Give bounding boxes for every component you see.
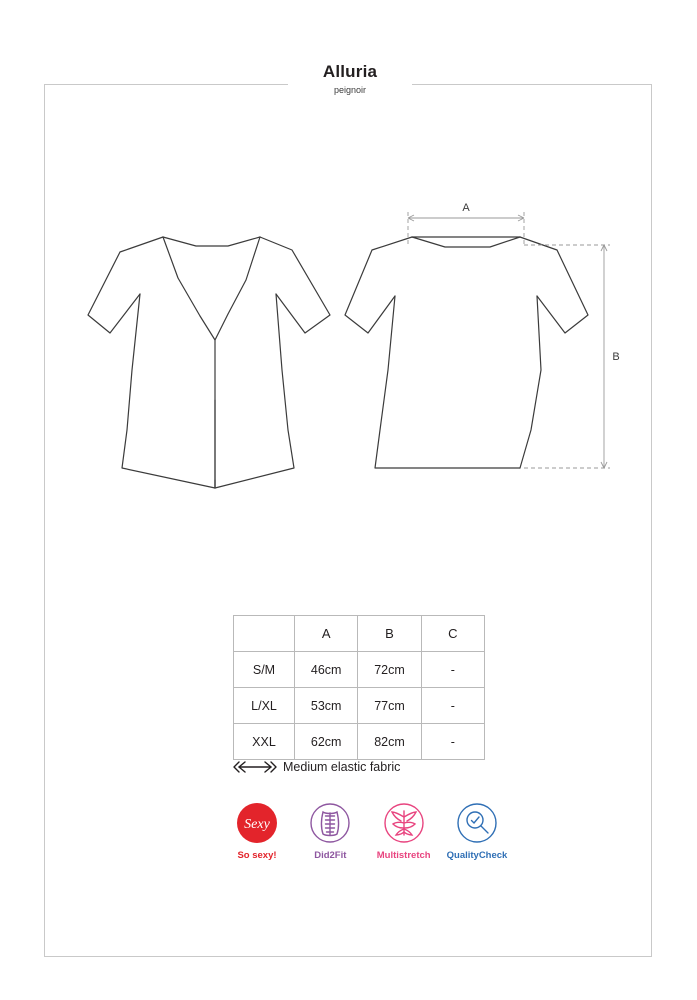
sexy-seal-icon xyxy=(222,800,292,846)
row-value-b: 82cm xyxy=(358,724,421,760)
title-block xyxy=(288,56,412,108)
back-view-drawing xyxy=(345,237,588,468)
table-row xyxy=(234,688,485,724)
badge-label-qualitycheck: QualityCheck xyxy=(446,850,508,861)
table-row xyxy=(234,724,485,760)
magnifier-icon xyxy=(442,800,512,846)
row-value-b: 72cm xyxy=(358,652,421,688)
corset-icon xyxy=(295,800,365,846)
table-header-blank xyxy=(234,616,295,652)
badge-label-multistretch: Multistretch xyxy=(376,850,431,861)
measure-b-label: B xyxy=(612,351,620,363)
technical-drawings xyxy=(0,190,697,510)
stretch-icon xyxy=(369,800,439,846)
elastic-fabric-note xyxy=(233,760,533,774)
badge-label-did2fit: Did2Fit xyxy=(314,850,347,861)
page-title: Alluria xyxy=(322,62,378,81)
measurement-guides xyxy=(408,212,610,468)
badge-multistretch xyxy=(369,800,439,861)
badge-label-so-sexy: So sexy! xyxy=(237,850,277,861)
double-arrow-icon xyxy=(233,760,277,774)
row-size-label: L/XL xyxy=(234,688,295,724)
measure-a-label: A xyxy=(462,202,470,214)
row-value-c: - xyxy=(421,688,484,724)
table-header-a: A xyxy=(295,616,358,652)
product-type: peignoir xyxy=(333,85,367,95)
row-value-a: 46cm xyxy=(295,652,358,688)
size-table xyxy=(233,615,485,760)
row-size-label: XXL xyxy=(234,724,295,760)
badge-did2fit xyxy=(295,800,365,861)
row-size-label: S/M xyxy=(234,652,295,688)
row-value-a: 53cm xyxy=(295,688,358,724)
row-value-c: - xyxy=(421,652,484,688)
size-table-container xyxy=(233,615,485,760)
row-value-c: - xyxy=(421,724,484,760)
badge-so-sexy xyxy=(222,800,292,861)
badge-qualitycheck xyxy=(442,800,512,861)
row-value-b: 77cm xyxy=(358,688,421,724)
front-view-drawing xyxy=(88,237,330,488)
table-header-row xyxy=(234,616,485,652)
row-value-a: 62cm xyxy=(295,724,358,760)
table-header-b: B xyxy=(358,616,421,652)
feature-badges xyxy=(222,800,512,861)
svg-text:Sexy: Sexy xyxy=(244,817,270,832)
elastic-fabric-label: Medium elastic fabric xyxy=(283,760,401,774)
table-row xyxy=(234,652,485,688)
table-header-c: C xyxy=(421,616,484,652)
